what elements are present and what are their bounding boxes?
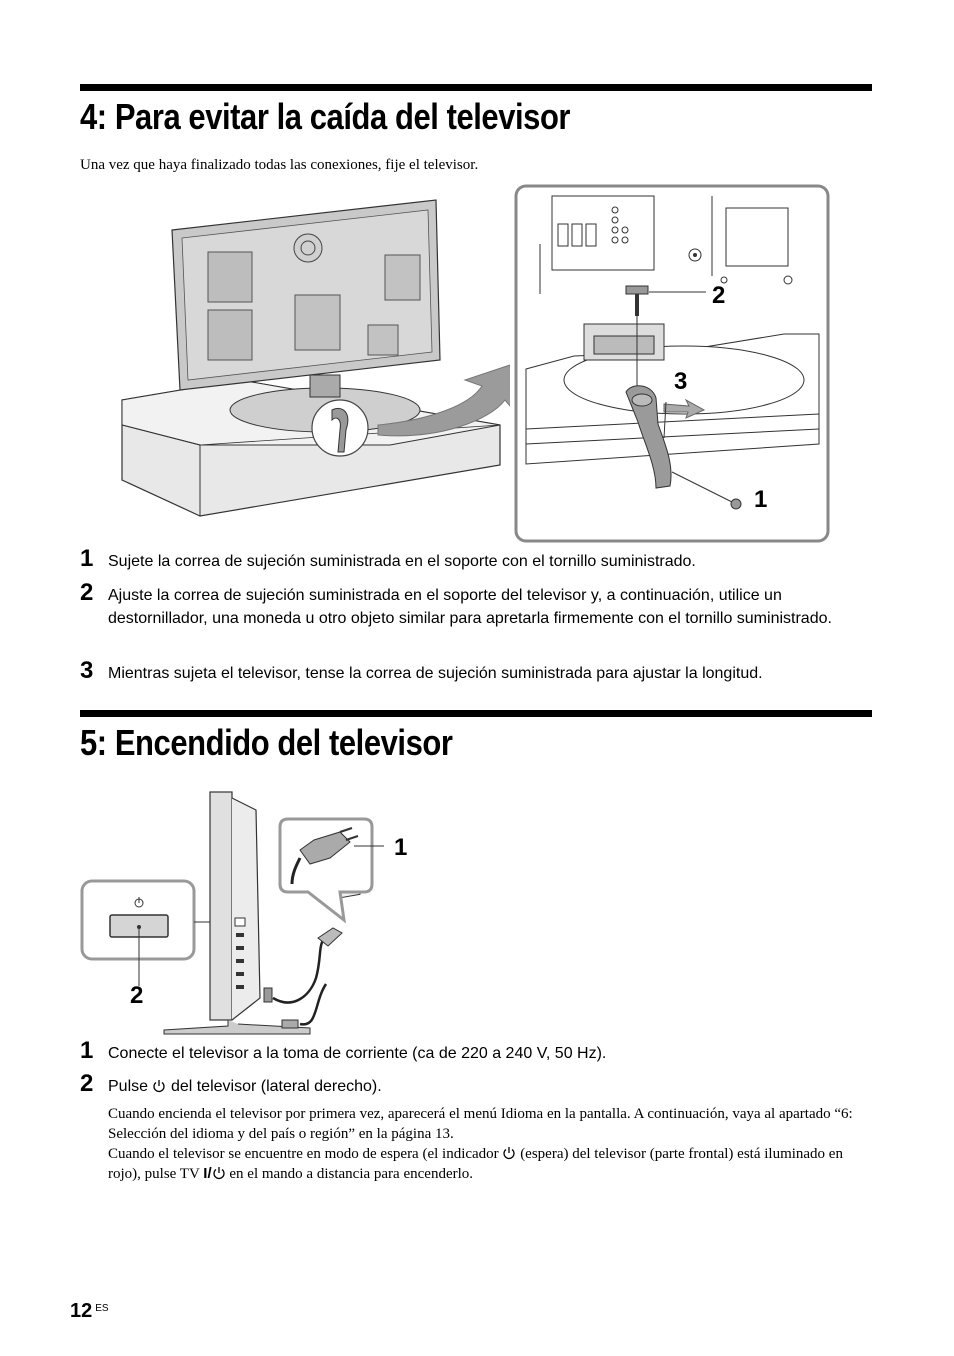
power-connection-illustration [78, 788, 418, 1036]
step-number: 1 [80, 545, 94, 572]
step-number: 3 [80, 657, 94, 684]
section4-callout-2: 2 [712, 282, 726, 309]
step-number: 1 [80, 1037, 94, 1064]
section5-callout-2: 2 [130, 982, 144, 1009]
section4-callout-3: 3 [674, 368, 688, 395]
power-icon [152, 1079, 166, 1093]
page-number [70, 1300, 109, 1323]
tv-power-symbol: I/ [203, 1165, 212, 1182]
tv-stand-illustration [110, 190, 510, 525]
section4-callout-1: 1 [754, 486, 768, 513]
note-first-run: Cuando encienda el televisor por primera vez, aparecerá el menú Idioma en la pantalla. A continuación, vaya al apartado “6: Selección del idioma y del país o región” en la página 13. [108, 1106, 853, 1142]
section5-title: 5: Encendido del televisor [80, 722, 453, 763]
section5-note [108, 1104, 878, 1184]
tv-power-icon [212, 1166, 226, 1180]
step-text-before: Pulse [108, 1078, 149, 1095]
page-number-value: 12 [70, 1300, 93, 1322]
step-text: Mientras sujeta el televisor, tense la correa de sujeción suministrada para ajustar la longitud. [108, 665, 763, 682]
strap-detail-illustration [514, 184, 832, 546]
step-number: 2 [80, 1070, 94, 1097]
note-standby-a: Cuando el televisor se encuentre en modo de espera (el indicador [108, 1146, 499, 1162]
note-standby-c: en el mando a distancia para encenderlo. [229, 1166, 474, 1182]
standby-icon [502, 1146, 516, 1160]
section4-intro: Una vez que haya finalizado todas las conexiones, fije el televisor. [80, 157, 479, 173]
section4-rule [80, 84, 872, 91]
section5-rule [80, 710, 872, 717]
step-text: Conecte el televisor a la toma de corriente (ca de 220 a 240 V, 50 Hz). [108, 1045, 607, 1062]
step-number: 2 [80, 579, 94, 606]
step-text [108, 1076, 878, 1098]
step-text: Ajuste la correa de sujeción suministrada en el soporte del televisor y, a continuación, utilice un destornillador, una moneda u otro objeto similar para apretarla firmemente con el tornillo suministrado. [108, 587, 832, 627]
section4-title: 4: Para evitar la caída del televisor [80, 96, 571, 137]
note-standby-b: (espera) del televisor (parte frontal) está iluminado en rojo), pulse TV [108, 1146, 843, 1182]
page-language: ES [95, 1303, 109, 1314]
step-text: Sujete la correa de sujeción suministrada en el soporte con el tornillo suministrado. [108, 553, 696, 570]
step-text-after: del televisor (lateral derecho). [170, 1078, 382, 1095]
note-standby [108, 1144, 878, 1184]
section5-callout-1: 1 [394, 834, 408, 861]
